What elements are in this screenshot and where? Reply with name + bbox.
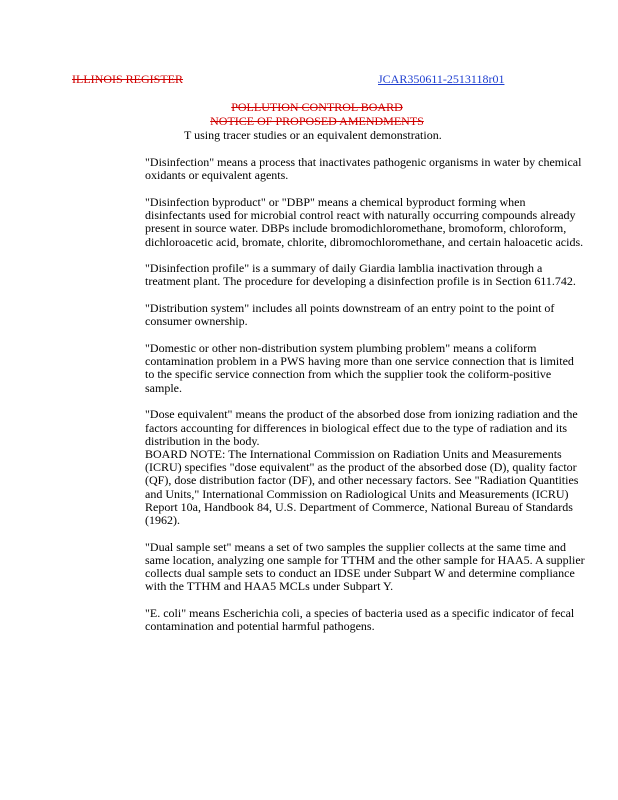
definition-dual-sample-set: "Dual sample set" means a set of two samples the supplier collects at the same time and same location, analyzing one sample for TTHM and the other sample for HAA5. A supplier collects dual sample sets to conduct an IDSE under Subpart W and determine compliance with the TTHM and HAA5 MCLs under Subpart Y. bbox=[145, 539, 585, 594]
definition-disinfection: "Disinfection" means a process that inactivates pathogenic organisms in water by chemical oxidants or equivalent agents. bbox=[145, 155, 582, 183]
continued-text: T using tracer studies or an equivalent demonstration. bbox=[184, 128, 442, 142]
jcar-reference: JCAR350611-2513118r01 bbox=[378, 72, 505, 86]
board-title: POLLUTION CONTROL BOARD bbox=[231, 100, 403, 114]
definition-dose-equivalent: "Dose equivalent" means the product of the absorbed dose from ionizing radiation and the factors accounting for differences in biological effect due to the type of radiation and its distribution in the body. bbox=[145, 407, 578, 448]
definition-e-coli: "E. coli" means Escherichia coli, a species of bacteria used as a specific indicator of fecal contamination and potential harmful pathogens. bbox=[145, 605, 575, 634]
board-note: BOARD NOTE: The International Commission on Radiation Units and Measurements (ICRU) specifies "dose equivalent" as the product of the absorbed dose (D), quality factor (QF), dose distribution factor (DF), and other necessary factors. See "Radiation Quantities and Units," International Commission on Radiological Units and Measurements (ICRU) Report 10a, Handbook 84, U.S. Department of Commerce, National Bureau of Standards (1962). bbox=[145, 446, 579, 527]
definition-disinfection-profile: "Disinfection profile" is a summary of daily Giardia lamblia inactivation through a treatment plant. The procedure for developing a disinfection profile is in Section 611.742. bbox=[145, 261, 576, 289]
definition-distribution-system: "Distribution system" includes all points downstream of an entry point to the point of consumer ownership. bbox=[145, 301, 555, 329]
notice-title: NOTICE OF PROPOSED AMENDMENTS bbox=[210, 114, 424, 128]
definition-disinfection-byproduct: "Disinfection byproduct" or "DBP" means a chemical byproduct forming when disinfectants used for microbial control react with naturally occurring compounds already present in source water. DBPs include bromodichloromethane, bromoform, chloroform, dichloroacetic acid, bromate, chlorite, dibromochloromethane, and certain haloacetic acids. bbox=[145, 194, 584, 249]
definitions-body bbox=[145, 156, 585, 647]
register-header: ILLINOIS REGISTER bbox=[72, 72, 183, 86]
definition-plumbing-problem: "Domestic or other non-distribution system plumbing problem" means a coliform contamination problem in a PWS having more than one service connection that is limited to the specific service connection from which the supplier took the coliform-positive sample. bbox=[145, 341, 574, 395]
